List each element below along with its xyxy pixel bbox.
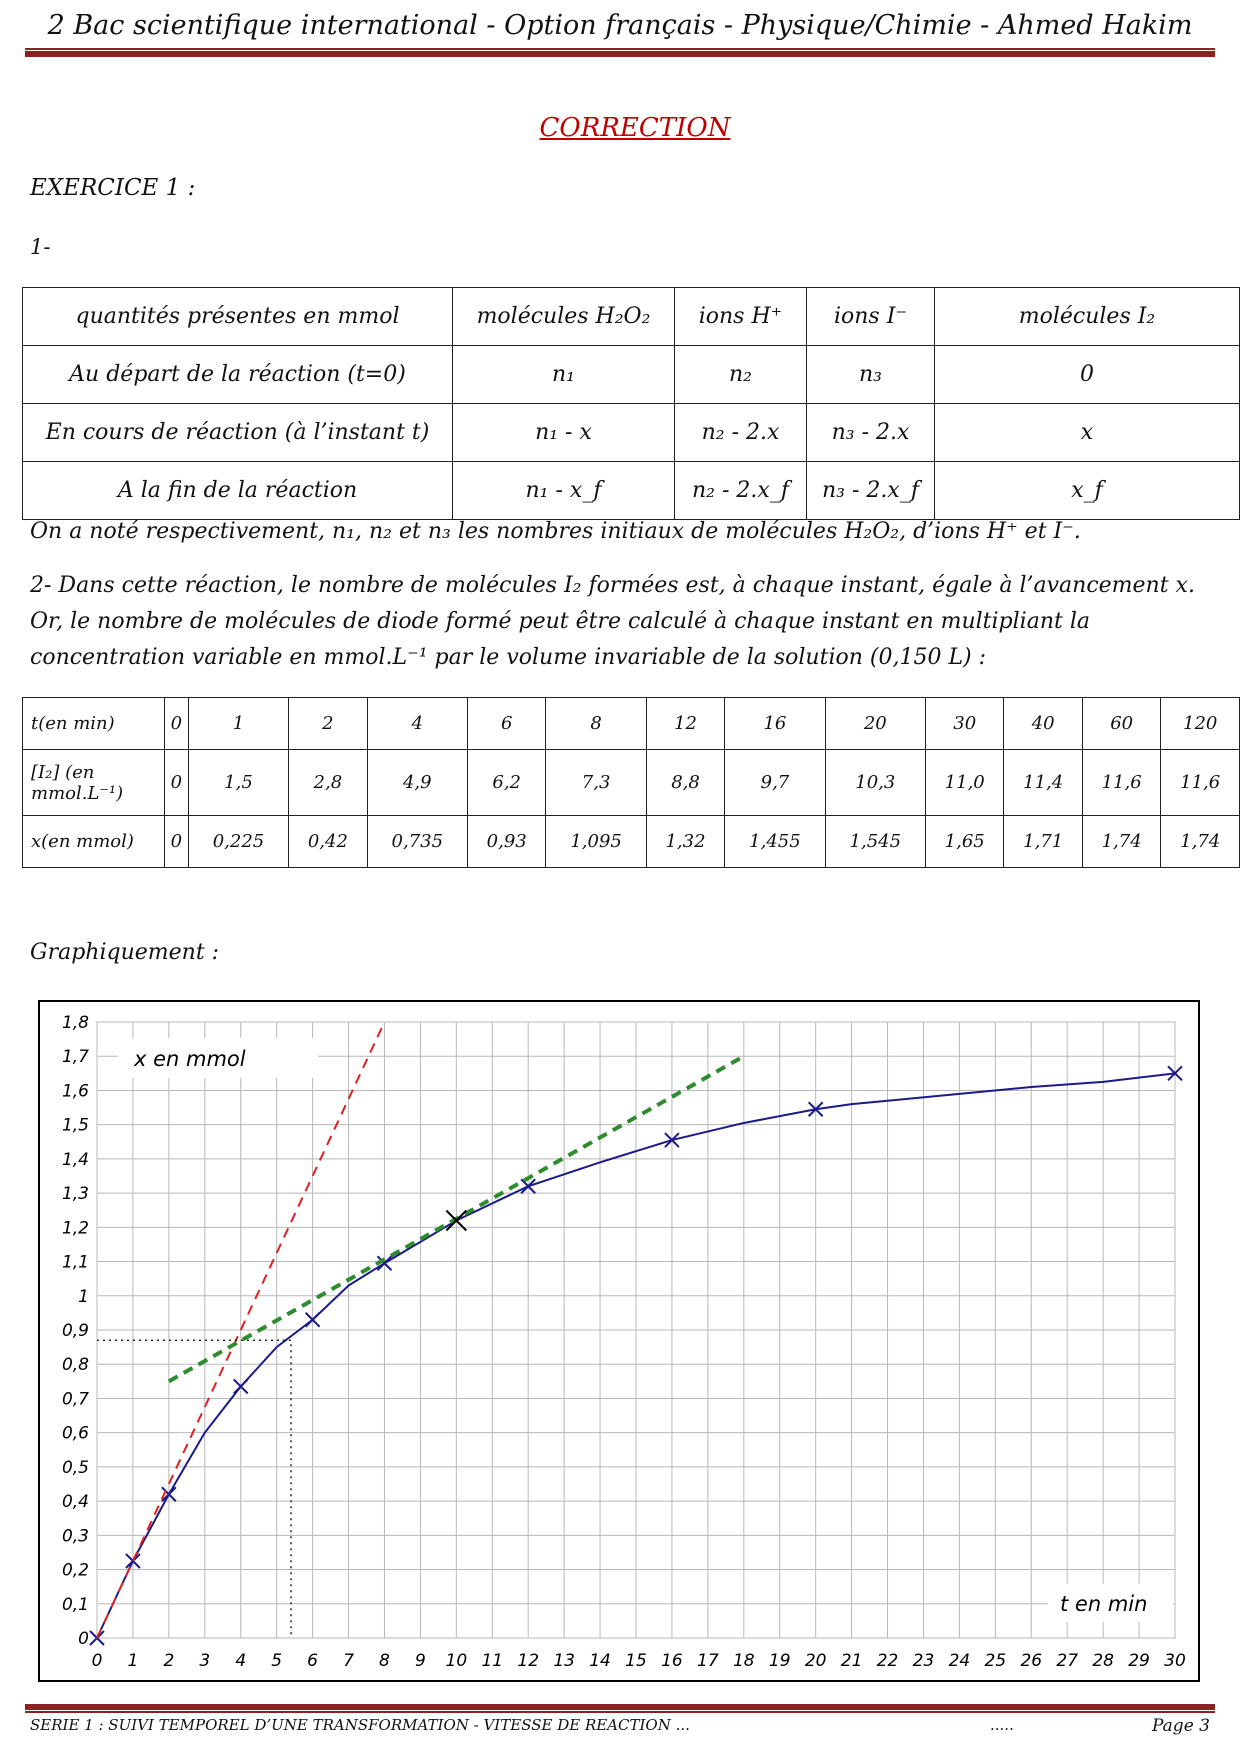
- table-cell: 11,0: [925, 750, 1003, 816]
- table-cell: quantités présentes en mmol: [23, 288, 453, 346]
- table-cell: 120: [1161, 698, 1240, 750]
- table-cell: 4: [367, 698, 467, 750]
- y-tick-label: 1,2: [61, 1218, 89, 1239]
- table-cell: 1,095: [546, 816, 646, 868]
- table-cell: 1,545: [825, 816, 925, 868]
- x-tick-label: 8: [379, 1651, 390, 1671]
- table-cell: 8,8: [646, 750, 724, 816]
- table-cell: n₁ - x_f: [453, 462, 675, 520]
- y-tick-label: 1,4: [61, 1149, 89, 1170]
- table-cell: 0,42: [289, 816, 367, 868]
- table-cell: 9,7: [725, 750, 825, 816]
- table-cell: n₃: [807, 346, 935, 404]
- table-cell: n₁: [453, 346, 675, 404]
- table-cell: 1,74: [1161, 816, 1240, 868]
- table-cell: 1: [188, 698, 288, 750]
- y-tick-label: 1,8: [61, 1013, 89, 1033]
- table-cell: 1,32: [646, 816, 724, 868]
- table-cell: 0: [935, 346, 1240, 404]
- table-row: [23, 404, 1240, 462]
- table-cell: 0,735: [367, 816, 467, 868]
- footer-series-title: SERIE 1 : SUIVI TEMPOREL D’UNE TRANSFORMATION - VITESSE DE REACTION ...: [30, 1716, 690, 1734]
- x-tick-label: 11: [481, 1651, 504, 1671]
- y-tick-label: 1,6: [61, 1081, 89, 1102]
- x-tick-label: 7: [343, 1651, 354, 1671]
- table-cell: ions I⁻: [807, 288, 935, 346]
- x-tick-label: 17: [697, 1651, 719, 1671]
- table-cell: 0,225: [188, 816, 288, 868]
- question-1-label: 1-: [30, 235, 51, 259]
- quantities-table: [22, 287, 1240, 520]
- x-tick-label: 22: [876, 1651, 899, 1671]
- row-label: [I₂] (en mmol.L⁻¹): [23, 750, 165, 816]
- table-cell: n₃ - 2.x: [807, 404, 935, 462]
- x-tick-label: 30: [1164, 1651, 1186, 1671]
- row-label: x(en mmol): [23, 816, 165, 868]
- y-tick-label: 0,4: [61, 1492, 89, 1513]
- y-tick-label: 0: [78, 1629, 89, 1649]
- x-tick-label: 20: [804, 1651, 827, 1671]
- table-cell: n₁ - x: [453, 404, 675, 462]
- question-2-paragraph: 2- Dans cette réaction, le nombre de molécules I₂ formées est, à chaque instant, égale à l’avancement x. Or, le nombre de molécules de diode formé peut être calculé à chaque instant en multipliant la concentration variable en mmol.L⁻¹ par le volume invariable de la solution (0,150 L) :: [30, 573, 1195, 670]
- x-tick-label: 3: [199, 1651, 211, 1671]
- table-cell: 7,3: [546, 750, 646, 816]
- table-cell: 11,4: [1004, 750, 1082, 816]
- table-cell: 1,71: [1004, 816, 1082, 868]
- row-label: t(en min): [23, 698, 165, 750]
- x-tick-label: 1: [127, 1651, 139, 1671]
- y-tick-label: 1: [78, 1286, 89, 1307]
- footer-divider: [25, 1704, 1215, 1713]
- table-cell: n₃ - 2.x_f: [807, 462, 935, 520]
- x-tick-label: 25: [984, 1651, 1007, 1671]
- table-cell: 4,9: [367, 750, 467, 816]
- x-tick-label: 12: [517, 1651, 540, 1671]
- table-cell: 0,93: [467, 816, 545, 868]
- footer-dots: .....: [990, 1716, 1014, 1734]
- table-cell: En cours de réaction (à l’instant t): [23, 404, 453, 462]
- table-cell: 0: [165, 698, 189, 750]
- initial-quantities-note: On a noté respectivement, n₁, n₂ et n₃ les nombres initiaux de molécules H₂O₂, d’ions H⁺ et I⁻.: [30, 519, 1081, 544]
- table-cell: 1,74: [1082, 816, 1160, 868]
- page-number: Page 3: [1152, 1716, 1210, 1736]
- y-tick-label: 1,1: [61, 1252, 89, 1273]
- y-tick-label: 1,5: [61, 1115, 89, 1136]
- table-cell: molécules I₂: [935, 288, 1240, 346]
- x-tick-label: 15: [625, 1651, 647, 1671]
- x-tick-label: 29: [1128, 1651, 1150, 1671]
- table-cell: 0: [165, 750, 189, 816]
- measurements-table: [22, 697, 1240, 868]
- y-tick-label: 1,7: [61, 1047, 89, 1068]
- x-tick-label: 14: [589, 1651, 611, 1671]
- table-cell: 6: [467, 698, 545, 750]
- x-tick-label: 10: [445, 1651, 468, 1671]
- x-tick-label: 23: [912, 1651, 935, 1671]
- table-row: [23, 462, 1240, 520]
- y-tick-label: 0,5: [61, 1457, 89, 1478]
- table-cell: 30: [925, 698, 1003, 750]
- table-row-t: [23, 698, 1240, 750]
- table-cell: 1,455: [725, 816, 825, 868]
- table-cell: molécules H₂O₂: [453, 288, 675, 346]
- x-tick-label: 0: [91, 1651, 103, 1671]
- y-axis-label: x en mmol: [134, 1047, 246, 1071]
- x-tick-label: 24: [948, 1651, 971, 1671]
- x-tick-label: 4: [235, 1651, 247, 1671]
- page-header-title: 2 Bac scientifique international - Option français - Physique/Chimie - Ahmed Hakim: [47, 10, 1193, 41]
- y-tick-label: 0,6: [61, 1423, 89, 1444]
- y-tick-label: 0,3: [61, 1526, 89, 1547]
- x-tick-label: 16: [661, 1651, 683, 1671]
- table-cell: A la fin de la réaction: [23, 462, 453, 520]
- x-tick-label: 27: [1056, 1651, 1079, 1671]
- y-tick-label: 0,8: [61, 1355, 89, 1376]
- table-cell: 0: [165, 816, 189, 868]
- y-tick-label: 0,9: [61, 1321, 89, 1341]
- table-cell: 16: [725, 698, 825, 750]
- table-cell: 12: [646, 698, 724, 750]
- y-tick-label: 0,1: [61, 1594, 89, 1615]
- y-tick-label: 0,2: [61, 1560, 89, 1581]
- x-tick-label: 18: [732, 1651, 755, 1671]
- table-cell: 6,2: [467, 750, 545, 816]
- x-tick-label: 13: [553, 1651, 575, 1671]
- x-tick-label: 2: [163, 1651, 175, 1671]
- table-cell: 1,65: [925, 816, 1003, 868]
- table-cell: 11,6: [1082, 750, 1160, 816]
- table-cell: 8: [546, 698, 646, 750]
- graph-label: Graphiquement :: [30, 940, 220, 965]
- x-tick-label: 28: [1092, 1651, 1114, 1671]
- table-cell: 1,5: [188, 750, 288, 816]
- table-cell: 60: [1082, 698, 1160, 750]
- table-cell: ions H⁺: [675, 288, 807, 346]
- table-cell: n₂: [675, 346, 807, 404]
- y-tick-label: 0,7: [61, 1389, 89, 1410]
- table-row: [23, 346, 1240, 404]
- table-cell: x: [935, 404, 1240, 462]
- table-cell: 40: [1004, 698, 1082, 750]
- table-cell: n₂ - 2.x: [675, 404, 807, 462]
- table-cell: Au départ de la réaction (t=0): [23, 346, 453, 404]
- x-tick-label: 5: [271, 1651, 283, 1671]
- table-cell: 2: [289, 698, 367, 750]
- table-row-concentration: [23, 750, 1240, 816]
- advancement-chart: [38, 1000, 1200, 1682]
- exercise-title: EXERCICE 1 :: [30, 175, 196, 201]
- x-axis-label: t en min: [1060, 1592, 1148, 1616]
- x-tick-label: 6: [307, 1651, 319, 1671]
- header-divider: [25, 48, 1215, 57]
- correction-title: CORRECTION: [539, 113, 731, 143]
- x-tick-label: 21: [840, 1651, 863, 1671]
- table-cell: 11,6: [1161, 750, 1240, 816]
- table-cell: n₂ - 2.x_f: [675, 462, 807, 520]
- x-tick-label: 26: [1020, 1651, 1043, 1671]
- table-cell: 20: [825, 698, 925, 750]
- table-header-row: [23, 288, 1240, 346]
- table-row-x: [23, 816, 1240, 868]
- y-tick-label: 1,3: [61, 1184, 89, 1205]
- x-tick-label: 9: [414, 1651, 426, 1671]
- x-tick-label: 19: [768, 1651, 791, 1671]
- table-cell: 2,8: [289, 750, 367, 816]
- table-cell: x_f: [935, 462, 1240, 520]
- table-cell: 10,3: [825, 750, 925, 816]
